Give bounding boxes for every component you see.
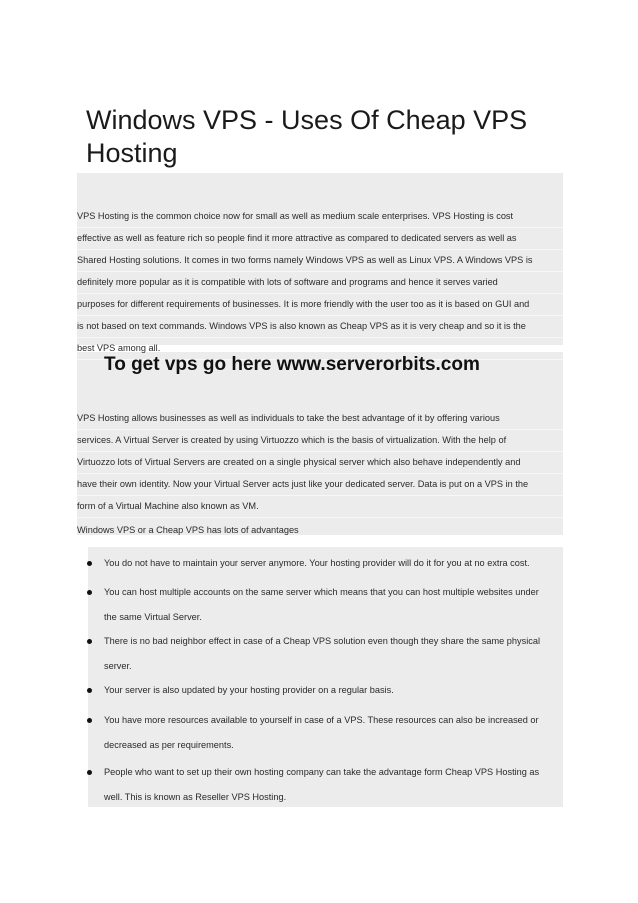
advantage-line: well. This is known as Reseller VPS Hosting. [104,792,287,802]
advantage-line: server. [104,661,132,671]
title-line-2: Hosting [86,138,178,168]
advantage-line: decreased as per requirements. [104,740,234,750]
intro-paragraph [77,206,563,360]
vps-link-heading: To get vps go here www.serverorbits.com [104,354,480,375]
body-paragraph [77,408,563,518]
bullet-icon [87,590,92,595]
body-line: services. A Virtual Server is created by using Virtuozzo which is the basis of virtualization. With the help of [77,430,563,452]
body-line: Virtuozzo lots of Virtual Servers are created on a single physical server which also behave independently and [77,452,563,474]
advantage-line: You can host multiple accounts on the same server which means that you can host multiple websites under [104,587,539,597]
advantage-line: the same Virtual Server. [104,612,202,622]
advantage-line: You do not have to maintain your server anymore. Your hosting provider will do it for you at no extra cost. [104,558,530,568]
body-line: have their own identity. Now your Virtual Server acts just like your dedicated server. Data is put on a VPS in the [77,474,563,496]
body-line: VPS Hosting allows businesses as well as individuals to take the best advantage of it by offering various [77,408,563,430]
bullet-icon [87,770,92,775]
title-line-1: Windows VPS - Uses Of Cheap VPS [86,105,528,135]
intro-line: purposes for different requirements of businesses. It is more friendly with the user too as it is based on GUI and [77,294,563,316]
intro-line: effective as well as feature rich so people find it more attractive as compared to dedicated servers as well as [77,228,563,250]
advantage-line: You have more resources available to yourself in case of a VPS. These resources can also be increased or [104,715,539,725]
bullet-icon [87,561,92,566]
intro-line: is not based on text commands. Windows VPS is also known as Cheap VPS as it is very cheap and so it is the [77,316,563,338]
advantages-label: Windows VPS or a Cheap VPS has lots of advantages [77,525,299,535]
intro-line: best VPS among all. [77,338,563,360]
intro-line: definitely more popular as it is compatible with lots of software and programs and hence it serves varied [77,272,563,294]
bullet-icon [87,688,92,693]
advantage-line: People who want to set up their own hosting company can take the advantage form Cheap VPS Hosting as [104,767,540,777]
bullet-icon [87,639,92,644]
document-title [86,104,586,170]
body-line: form of a Virtual Machine also known as VM. [77,496,563,518]
intro-line: VPS Hosting is the common choice now for small as well as medium scale enterprises. VPS Hosting is cost [77,206,563,228]
bullet-icon [87,718,92,723]
advantage-line: Your server is also updated by your hosting provider on a regular basis. [104,685,394,695]
intro-line: Shared Hosting solutions. It comes in two forms namely Windows VPS as well as Linux VPS. A Windows VPS is [77,250,563,272]
advantage-line: There is no bad neighbor effect in case of a Cheap VPS solution even though they share the same physical [104,636,541,646]
